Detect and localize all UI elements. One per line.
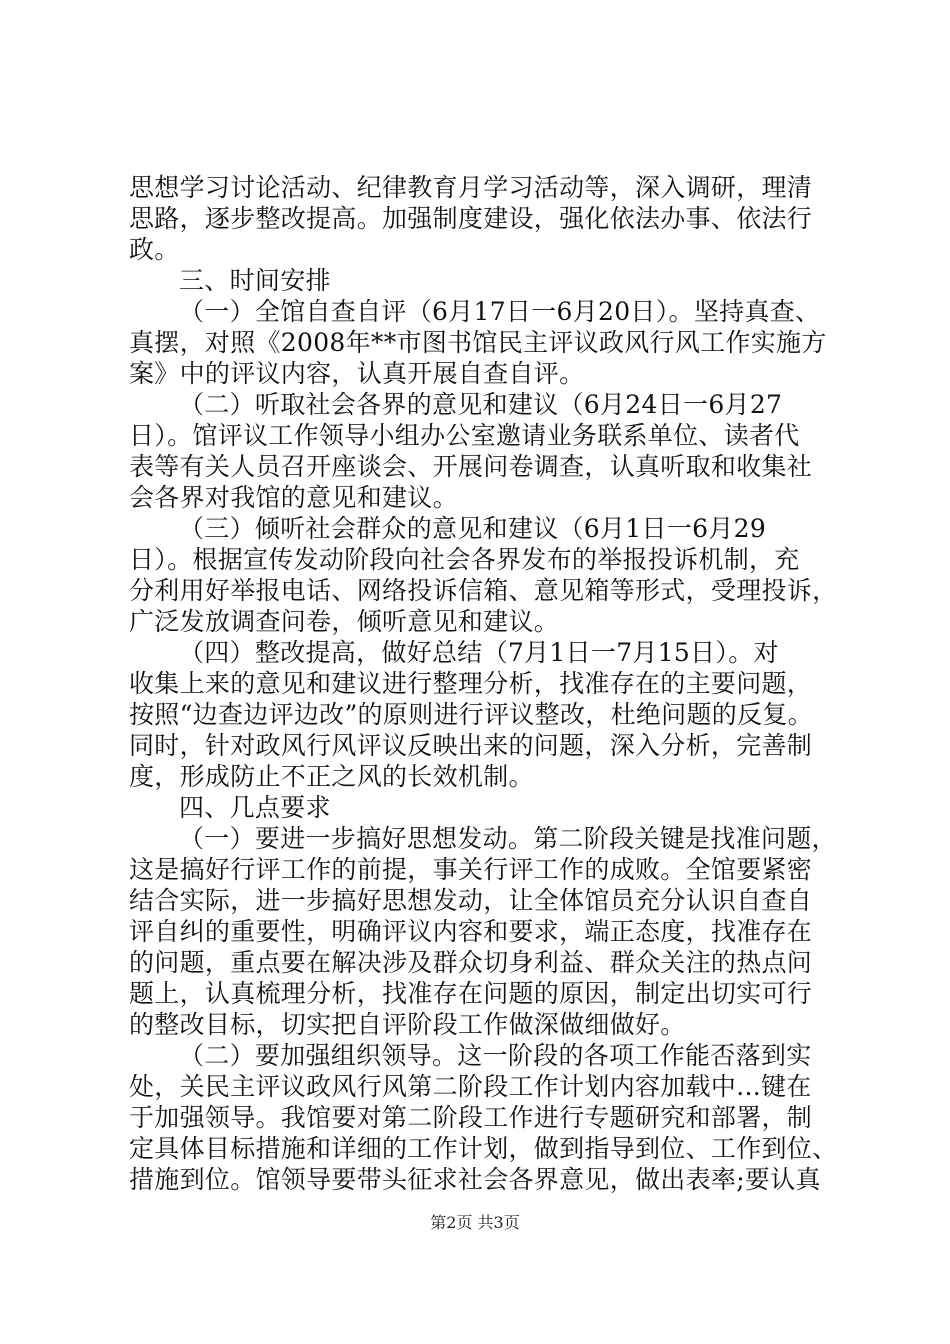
document-body bbox=[129, 172, 839, 1195]
page-footer bbox=[0, 1213, 950, 1233]
text-line: （一）全馆自查自评（6月17日一6月20日）。坚持真查、 bbox=[179, 297, 821, 326]
text-line: 日）。根据宣传发动阶段向社会各界发布的举报投诉机制，充 bbox=[129, 545, 800, 574]
text-line: 的问题，重点要在解决涉及群众切身利益、群众关注的热点问 bbox=[129, 948, 813, 977]
text-line: 政。 bbox=[129, 235, 180, 264]
text-line: 案》中的评议内容，认真开展自查自评。 bbox=[129, 359, 585, 388]
text-line: 表等有关人员召开座谈会、开展问卷调查，认真听取和收集社 bbox=[129, 452, 813, 481]
text-line: 评自纠的重要性，明确评议内容和要求，端正态度，找准存在 bbox=[129, 917, 813, 946]
text-line: 结合实际，进一步搞好思想发动，让全体馆员充分认识自查自 bbox=[129, 886, 813, 915]
text-line: 处，关民主评议政风行风第二阶段工作计划内容加载中...键在 bbox=[129, 1072, 812, 1101]
text-line: 收集上来的意见和建议进行整理分析，找准存在的主要问题， bbox=[129, 669, 813, 698]
section-heading: 四、几点要求 bbox=[179, 793, 331, 822]
text-line: 措施到位。馆领导要带头征求社会各界意见，做出表率;要认真 bbox=[129, 1165, 821, 1194]
text-line: 按照“边查边评边改”的原则进行评议整改，杜绝问题的反复。 bbox=[129, 700, 813, 729]
text-line: 定具体目标措施和详细的工作计划，做到指导到位、工作到位、 bbox=[129, 1134, 838, 1163]
text-line: （一）要进一步搞好思想发动。第二阶段关键是找准问题， bbox=[179, 824, 837, 853]
text-line: （二）要加强组织领导。这一阶段的各项工作能否落到实 bbox=[179, 1041, 812, 1070]
text-line: 这是搞好行评工作的前提，事关行评工作的成败。全馆要紧密 bbox=[129, 855, 813, 884]
page-number: 第2页 共3页 bbox=[430, 1213, 520, 1232]
text-line: 会各界对我馆的意见和建议。 bbox=[129, 483, 458, 512]
text-line: 题上，认真梳理分析，找准存在问题的原因，制定出切实可行 bbox=[129, 979, 813, 1008]
text-line: 度，形成防止不正之风的长效机制。 bbox=[129, 762, 534, 791]
text-line: 真摆，对照《2008年**市图书馆民主评议政风行风工作实施方 bbox=[129, 328, 827, 357]
section-heading: 三、时间安排 bbox=[179, 266, 331, 295]
text-line: （四）整改提高，做好总结（7月1日一7月15日）。对 bbox=[179, 638, 779, 667]
text-line: 的整改目标，切实把自评阶段工作做深做细做好。 bbox=[129, 1010, 686, 1039]
text-line: 思路，逐步整改提高。加强制度建设，强化依法办事、依法行 bbox=[129, 204, 813, 233]
text-line: 广泛发放调查问卷，倾听意见和建议。 bbox=[129, 607, 560, 636]
text-line: 日）。馆评议工作领导小组办公室邀请业务联系单位、读者代 bbox=[129, 421, 800, 450]
text-line: 同时，针对政风行风评议反映出来的问题，深入分析，完善制 bbox=[129, 731, 813, 760]
text-line: 于加强领导。我馆要对第二阶段工作进行专题研究和部署，制 bbox=[129, 1103, 813, 1132]
text-line: （二）听取社会各界的意见和建议（6月24日一6月27 bbox=[179, 390, 783, 419]
text-line: 思想学习讨论活动、纪律教育月学习活动等，深入调研，理清 bbox=[129, 173, 813, 202]
text-line: （三）倾听社会群众的意见和建议（6月1日一6月29 bbox=[179, 514, 767, 543]
text-line: 分利用好举报电话、网络投诉信箱、意见箱等形式，受理投诉， bbox=[129, 576, 838, 605]
